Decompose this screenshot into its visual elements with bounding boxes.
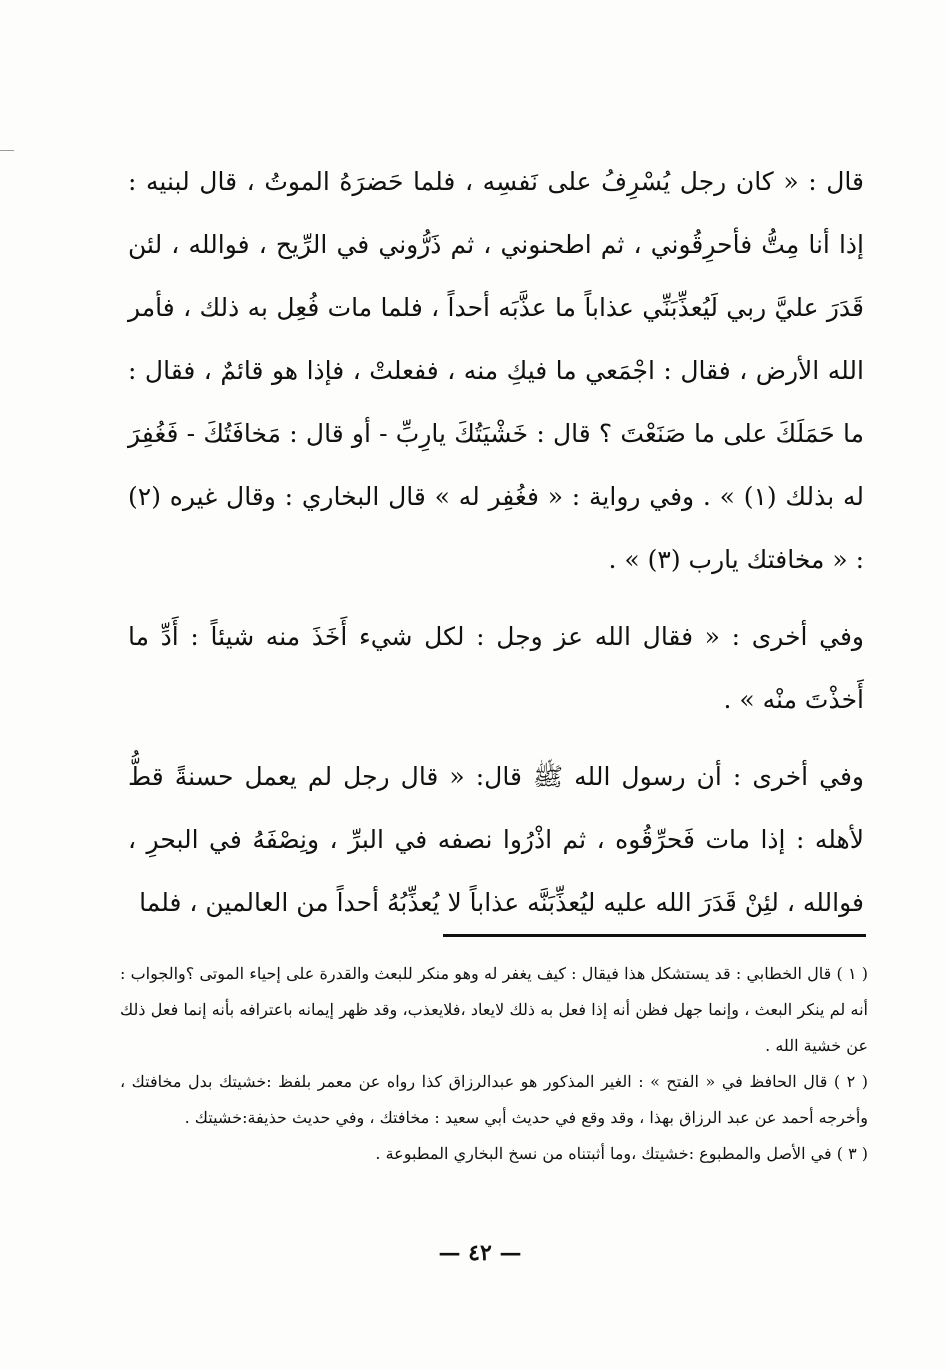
paragraph-hadith-1: قال : « كان رجل يُسْرِفُ على نَفسِه ، فلما حَضرَهُ الموتُ ، قال لبنيه : إذا أنا مِتُّ فأحرِقُوني ، ثم اطحنوني ، ثم ذَرُّوني في الرِّيح ، فوالله ، لئن قَدَرَ عليَّ ربي لَيُعذِّبَنِّي عذاباً ما عذَّبَه أحداً ، فلما مات فُعِل به ذلك ، فأمر الله الأرض ، فقال : اجْمَعي ما فيكِ منه ، ففعلتْ ، فإذا هو قائمٌ ، فقال : ما حَمَلَكَ على ما صَنَعْتَ ؟ قال : خَشْيَتُكَ يارِبِّ - أو قال : مَخافَتُكَ - فَغُفِرَ له بذلك (١) » . وفي رواية : « فغُفِر له » قال البخاري : وقال غيره (٢) : « مخافتك يارب (٣) » .: [128, 167, 864, 574]
scan-margin-mark: [0, 150, 14, 151]
footnote-1: ( ١ ) قال الخطابي : قد يستشكل هذا فيقال : كيف يغفر له وهو منكر للبعث والقدرة على إحياء الموتى ؟والجواب : أنه لم ينكر البعث ، وإنما جهل فظن أنه إذا فعل به ذلك لايعاد ،فلايعذب، وقد ظهر إيمانه باعترافه بأنه إنما فعل ذلك عن خشية الله .: [120, 964, 868, 1055]
main-text: [128, 150, 864, 934]
footnote-2: ( ٢ ) قال الحافظ في « الفتح » : الغير المذكور هو عبدالرزاق كذا رواه عن معمر بلفظ :خشيتك بدل مخافتك ، وأخرجه أحمد عن عبد الرزاق بهذا ، وقد وقع في حديث أبي سعيد : مخافتك ، وفي حديث حذيفة:خشيتك .: [120, 1072, 869, 1127]
paragraph-hadith-2: وفي أخرى : « فقال الله عز وجل : لكل شيء أَخَذَ منه شيئاً : أَدِّ ما أَخذْتَ منْه » .: [128, 622, 864, 714]
footnotes: [120, 956, 868, 1172]
paragraph-hadith-3: وفي أخرى : أن رسول الله ﷺ قال: « قال رجل لم يعمل حسنةً قطُّ لأهله : إذا مات فَحرِّقُوه ، ثم اذْرُوا نصفه في البرِّ ، ونِصْفَهُ في البحرِ ، فوالله ، لئِنْ قَدَرَ الله عليه ليُعذِّبَنَّه عذاباً لا يُعذِّبُهُ أحداً من العالمين ، فلما: [128, 762, 864, 917]
footnote-divider: [443, 934, 866, 937]
footnote-3: ( ٣ ) في الأصل والمطبوع :خشيتك ،وما أثبتناه من نسخ البخاري المطبوعة .: [375, 1144, 868, 1163]
page-number: — ٤٢ —: [438, 1240, 522, 1266]
